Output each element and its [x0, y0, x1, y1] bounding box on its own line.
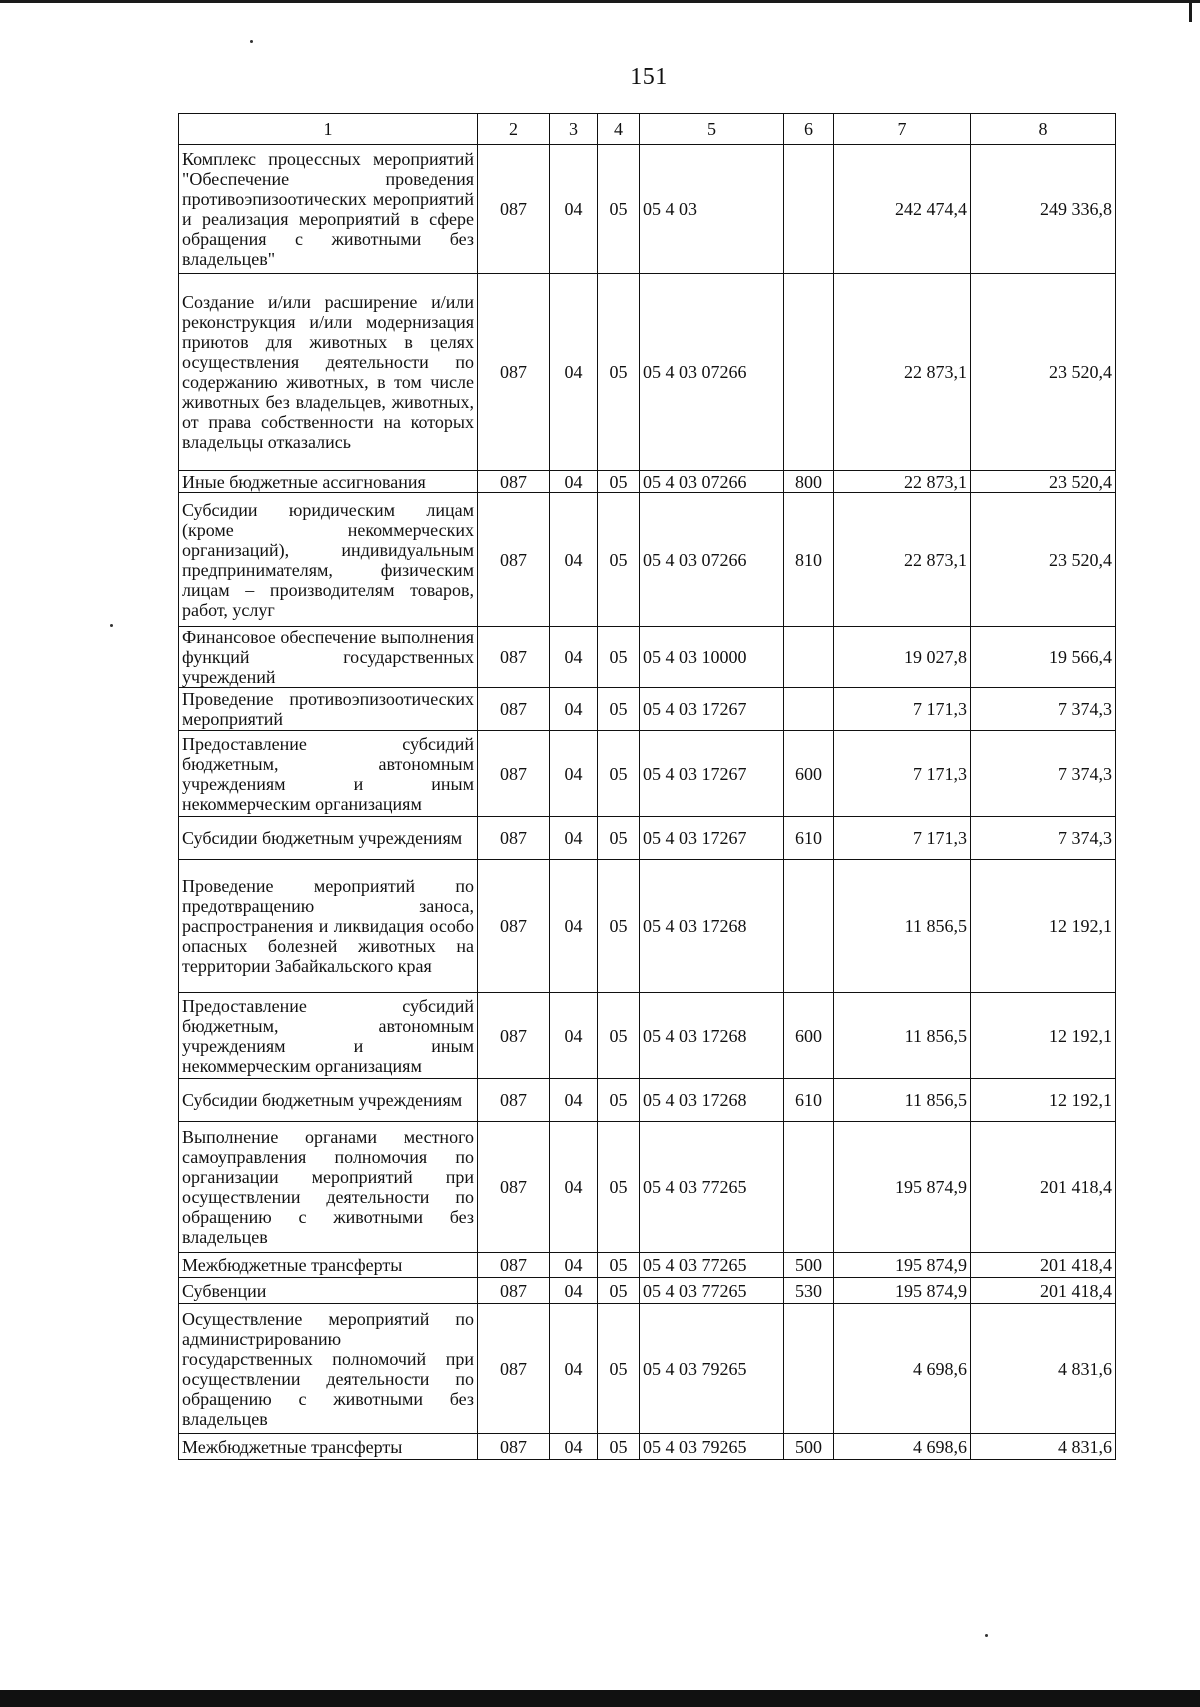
- expense-type-code: [784, 688, 834, 731]
- amount-col7: 22 873,1: [834, 493, 971, 627]
- section-code: 04: [550, 493, 598, 627]
- target-article-code: 05 4 03 07266: [640, 493, 784, 627]
- section-code: 04: [550, 1253, 598, 1278]
- target-article-code: 05 4 03: [640, 145, 784, 274]
- column-header: 3: [550, 114, 598, 145]
- amount-col7: 4 698,6: [834, 1304, 971, 1434]
- ministry-code: 087: [478, 627, 550, 688]
- expense-name: Проведение мероприятий по предотвращению заноса, распространения и ликвидация особо опасных болезней животных на территории Забайкальского края: [179, 860, 478, 993]
- section-code: 04: [550, 688, 598, 731]
- table-row: [179, 817, 1116, 860]
- expense-name: Иные бюджетные ассигнования: [179, 471, 478, 493]
- expense-type-code: 600: [784, 993, 834, 1079]
- target-article-code: 05 4 03 17268: [640, 1079, 784, 1122]
- subsection-code: 05: [598, 1434, 640, 1460]
- amount-col8: 23 520,4: [971, 471, 1116, 493]
- ministry-code: 087: [478, 688, 550, 731]
- section-code: 04: [550, 145, 598, 274]
- section-code: 04: [550, 1122, 598, 1253]
- amount-col8: 4 831,6: [971, 1304, 1116, 1434]
- expense-type-code: [784, 145, 834, 274]
- subsection-code: 05: [598, 1122, 640, 1253]
- expense-type-code: [784, 274, 834, 471]
- target-article-code: 05 4 03 79265: [640, 1434, 784, 1460]
- ministry-code: 087: [478, 817, 550, 860]
- target-article-code: 05 4 03 77265: [640, 1278, 784, 1304]
- scan-edge-bottom: [0, 1690, 1200, 1707]
- table-row: [179, 1253, 1116, 1278]
- ministry-code: 087: [478, 1278, 550, 1304]
- subsection-code: 05: [598, 1278, 640, 1304]
- section-code: 04: [550, 471, 598, 493]
- amount-col8: 19 566,4: [971, 627, 1116, 688]
- ministry-code: 087: [478, 1434, 550, 1460]
- column-header: 6: [784, 114, 834, 145]
- amount-col7: 22 873,1: [834, 274, 971, 471]
- expense-type-code: 500: [784, 1253, 834, 1278]
- table-row: [179, 145, 1116, 274]
- subsection-code: 05: [598, 1253, 640, 1278]
- subsection-code: 05: [598, 731, 640, 817]
- column-header: 1: [179, 114, 478, 145]
- scan-edge-right: [1189, 0, 1192, 22]
- amount-col7: 195 874,9: [834, 1253, 971, 1278]
- scan-speck: [250, 40, 253, 43]
- table-row: [179, 1122, 1116, 1253]
- expense-type-code: [784, 1304, 834, 1434]
- expense-name: Субсидии бюджетным учреждениям: [179, 1079, 478, 1122]
- ministry-code: 087: [478, 274, 550, 471]
- expense-type-code: 610: [784, 817, 834, 860]
- scan-speck: [985, 1634, 988, 1637]
- ministry-code: 087: [478, 1253, 550, 1278]
- subsection-code: 05: [598, 145, 640, 274]
- expense-name: Субсидии бюджетным учреждениям: [179, 817, 478, 860]
- table-row: [179, 274, 1116, 471]
- column-header: 5: [640, 114, 784, 145]
- page-number: 151: [630, 64, 668, 90]
- section-code: 04: [550, 860, 598, 993]
- column-header: 2: [478, 114, 550, 145]
- expense-type-code: 530: [784, 1278, 834, 1304]
- ministry-code: 087: [478, 493, 550, 627]
- expense-type-code: [784, 860, 834, 993]
- subsection-code: 05: [598, 493, 640, 627]
- section-code: 04: [550, 993, 598, 1079]
- expense-name: Предоставление субсидий бюджетным, автономным учреждениям и иным некоммерческим организациям: [179, 731, 478, 817]
- table-row: [179, 993, 1116, 1079]
- subsection-code: 05: [598, 817, 640, 860]
- section-code: 04: [550, 817, 598, 860]
- table-row: [179, 471, 1116, 493]
- section-code: 04: [550, 274, 598, 471]
- amount-col7: 11 856,5: [834, 860, 971, 993]
- expense-name: Финансовое обеспечение выполнения функций государственных учреждений: [179, 627, 478, 688]
- ministry-code: 087: [478, 471, 550, 493]
- subsection-code: 05: [598, 688, 640, 731]
- amount-col7: 195 874,9: [834, 1122, 971, 1253]
- subsection-code: 05: [598, 1079, 640, 1122]
- table-row: [179, 627, 1116, 688]
- expense-type-code: 500: [784, 1434, 834, 1460]
- target-article-code: 05 4 03 77265: [640, 1122, 784, 1253]
- ministry-code: 087: [478, 1304, 550, 1434]
- expense-name: Субсидии юридическим лицам (кроме некоммерческих организаций), индивидуальным предпринимателям, физическим лицам – производителям товаров, работ, услуг: [179, 493, 478, 627]
- column-header: 4: [598, 114, 640, 145]
- amount-col8: 249 336,8: [971, 145, 1116, 274]
- target-article-code: 05 4 03 79265: [640, 1304, 784, 1434]
- amount-col7: 22 873,1: [834, 471, 971, 493]
- amount-col8: 7 374,3: [971, 731, 1116, 817]
- amount-col8: 201 418,4: [971, 1122, 1116, 1253]
- amount-col8: 23 520,4: [971, 274, 1116, 471]
- amount-col7: 7 171,3: [834, 688, 971, 731]
- header-row: [179, 114, 1116, 145]
- subsection-code: 05: [598, 860, 640, 993]
- table-row: [179, 1434, 1116, 1460]
- target-article-code: 05 4 03 17268: [640, 860, 784, 993]
- target-article-code: 05 4 03 17267: [640, 688, 784, 731]
- subsection-code: 05: [598, 274, 640, 471]
- scan-edge-top: [0, 0, 1200, 3]
- target-article-code: 05 4 03 17268: [640, 993, 784, 1079]
- ministry-code: 087: [478, 731, 550, 817]
- expense-type-code: 810: [784, 493, 834, 627]
- target-article-code: 05 4 03 07266: [640, 471, 784, 493]
- table-row: [179, 1278, 1116, 1304]
- expense-name: Предоставление субсидий бюджетным, автономным учреждениям и иным некоммерческим организациям: [179, 993, 478, 1079]
- subsection-code: 05: [598, 471, 640, 493]
- ministry-code: 087: [478, 1079, 550, 1122]
- amount-col8: 12 192,1: [971, 993, 1116, 1079]
- ministry-code: 087: [478, 145, 550, 274]
- expense-name: Осуществление мероприятий по администрированию государственных полномочий при осуществлении деятельности по обращению с животными без владельцев: [179, 1304, 478, 1434]
- amount-col8: 201 418,4: [971, 1253, 1116, 1278]
- expense-name: Межбюджетные трансферты: [179, 1253, 478, 1278]
- amount-col8: 23 520,4: [971, 493, 1116, 627]
- table-row: [179, 1304, 1116, 1434]
- table-row: [179, 688, 1116, 731]
- section-code: 04: [550, 1304, 598, 1434]
- expense-name: Комплекс процессных мероприятий "Обеспечение проведения противоэпизоотических мероприятий и реализация мероприятий в сфере обращения с животными без владельцев": [179, 145, 478, 274]
- ministry-code: 087: [478, 860, 550, 993]
- section-code: 04: [550, 1434, 598, 1460]
- table-row: [179, 860, 1116, 993]
- amount-col7: 242 474,4: [834, 145, 971, 274]
- amount-col7: 7 171,3: [834, 817, 971, 860]
- subsection-code: 05: [598, 627, 640, 688]
- ministry-code: 087: [478, 993, 550, 1079]
- target-article-code: 05 4 03 77265: [640, 1253, 784, 1278]
- budget-table: [178, 113, 1116, 1460]
- amount-col7: 7 171,3: [834, 731, 971, 817]
- expense-type-code: 600: [784, 731, 834, 817]
- column-header: 7: [834, 114, 971, 145]
- subsection-code: 05: [598, 1304, 640, 1434]
- target-article-code: 05 4 03 17267: [640, 817, 784, 860]
- amount-col8: 201 418,4: [971, 1278, 1116, 1304]
- expense-name: Выполнение органами местного самоуправления полномочия по организации мероприятий при осуществлении деятельности по обращению с животными без владельцев: [179, 1122, 478, 1253]
- amount-col8: 7 374,3: [971, 688, 1116, 731]
- section-code: 04: [550, 627, 598, 688]
- expense-type-code: [784, 1122, 834, 1253]
- amount-col8: 4 831,6: [971, 1434, 1116, 1460]
- amount-col8: 7 374,3: [971, 817, 1116, 860]
- amount-col7: 11 856,5: [834, 993, 971, 1079]
- subsection-code: 05: [598, 993, 640, 1079]
- amount-col7: 4 698,6: [834, 1434, 971, 1460]
- amount-col7: 11 856,5: [834, 1079, 971, 1122]
- target-article-code: 05 4 03 07266: [640, 274, 784, 471]
- expense-name: Проведение противоэпизоотических мероприятий: [179, 688, 478, 731]
- amount-col8: 12 192,1: [971, 1079, 1116, 1122]
- expense-name: Субвенции: [179, 1278, 478, 1304]
- target-article-code: 05 4 03 10000: [640, 627, 784, 688]
- column-header: 8: [971, 114, 1116, 145]
- scan-speck: [110, 624, 113, 627]
- expense-name: Межбюджетные трансферты: [179, 1434, 478, 1460]
- target-article-code: 05 4 03 17267: [640, 731, 784, 817]
- table-row: [179, 731, 1116, 817]
- section-code: 04: [550, 1079, 598, 1122]
- amount-col7: 19 027,8: [834, 627, 971, 688]
- ministry-code: 087: [478, 1122, 550, 1253]
- expense-type-code: [784, 627, 834, 688]
- table-row: [179, 1079, 1116, 1122]
- expense-type-code: 800: [784, 471, 834, 493]
- expense-type-code: 610: [784, 1079, 834, 1122]
- table-row: [179, 493, 1116, 627]
- section-code: 04: [550, 731, 598, 817]
- amount-col8: 12 192,1: [971, 860, 1116, 993]
- section-code: 04: [550, 1278, 598, 1304]
- amount-col7: 195 874,9: [834, 1278, 971, 1304]
- expense-name: Создание и/или расширение и/или реконструкция и/или модернизация приютов для животных в целях осуществления деятельности по содержанию животных, в том числе животных без владельцев, животных, от права собственности на которых владельцы отказались: [179, 274, 478, 471]
